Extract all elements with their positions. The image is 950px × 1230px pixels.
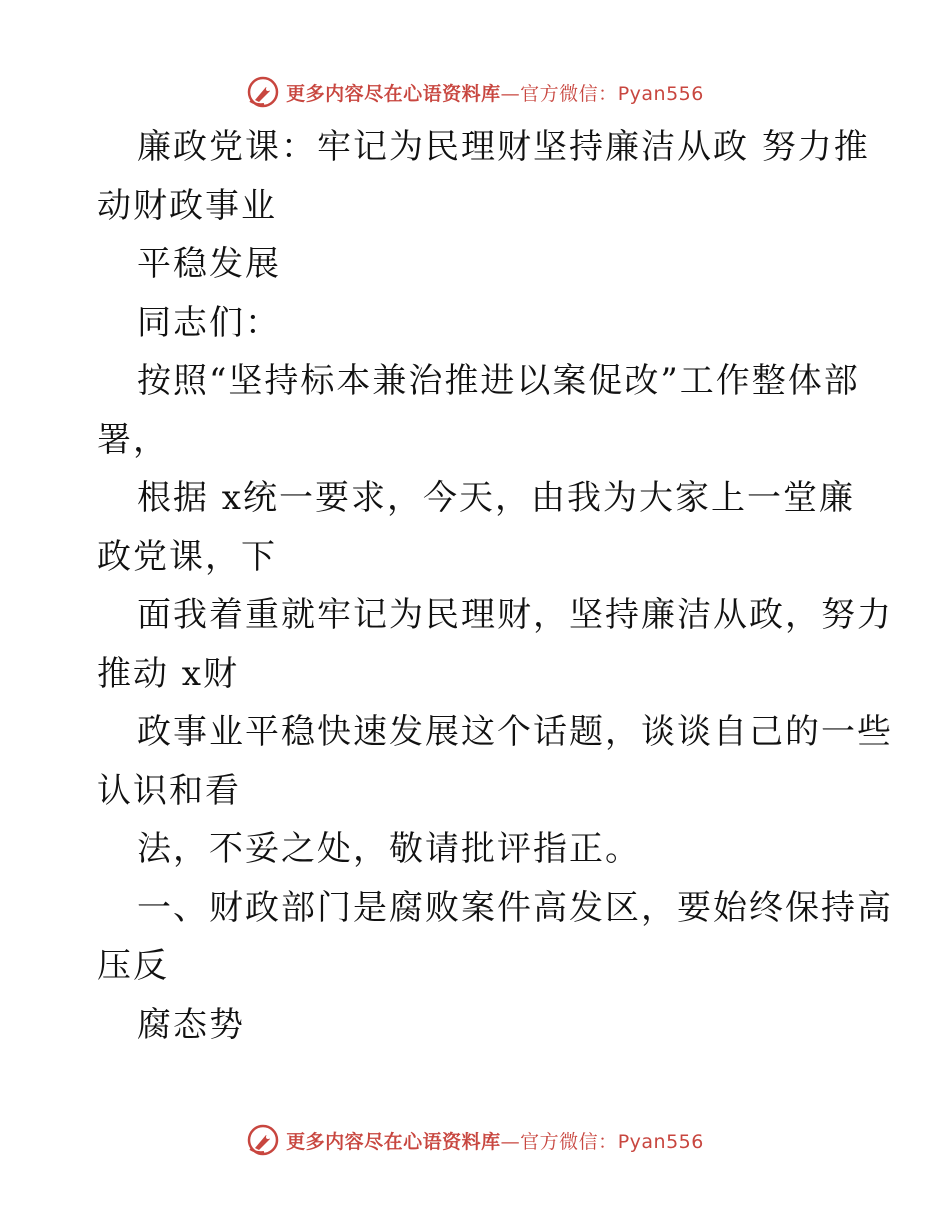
banner-site-name: 更多内容尽在心语资料库 (286, 1130, 501, 1153)
paragraph-line: 认识和看 (97, 770, 241, 811)
header-watermark-banner (0, 72, 950, 112)
section-heading-line: 压反 (97, 946, 169, 986)
banner-wechat-label: 官方微信： (520, 82, 618, 105)
banner-text (286, 79, 704, 106)
banner-wechat-id: Pyan556 (617, 82, 704, 105)
title-line-1: 廉政党课：牢记为民理财坚持廉洁从政 努力推 (137, 127, 870, 167)
banner-separator: — (500, 82, 521, 105)
pen-nib-logo-icon (246, 75, 280, 109)
section-heading-line: 腐态势 (137, 1004, 245, 1045)
banner-text (286, 1127, 704, 1154)
banner-wechat-id: Pyan556 (617, 1130, 704, 1153)
banner-wechat-label: 官方微信： (520, 1130, 618, 1153)
salutation: 同志们： (137, 302, 281, 343)
paragraph-line: 政事业平稳快速发展这个话题，谈谈自己的一些 (137, 712, 893, 752)
title-line-3: 平稳发展 (137, 244, 281, 284)
paragraph-line: 按照“坚持标本兼治推进以案促改”工作整体部 (137, 361, 860, 401)
document-body (97, 118, 893, 1054)
paragraph-line: 署， (97, 419, 169, 460)
footer-watermark-banner (0, 1120, 950, 1160)
title-line-2: 动财政事业 (97, 185, 277, 226)
banner-site-name: 更多内容尽在心语资料库 (286, 82, 501, 105)
paragraph-line: 法，不妥之处，敬请批评指正。 (137, 829, 641, 869)
section-heading-line: 一、财政部门是腐败案件高发区，要始终保持高 (137, 887, 893, 928)
paragraph-line: 政党课，下 (97, 536, 277, 577)
paragraph-line: 根据 x统一要求，今天，由我为大家上一堂廉 (137, 478, 855, 518)
pen-nib-logo-icon (246, 1123, 280, 1157)
banner-separator: — (500, 1130, 521, 1153)
paragraph-line: 推动 x财 (97, 653, 239, 694)
paragraph-line: 面我着重就牢记为民理财，坚持廉洁从政，努力 (137, 595, 893, 635)
